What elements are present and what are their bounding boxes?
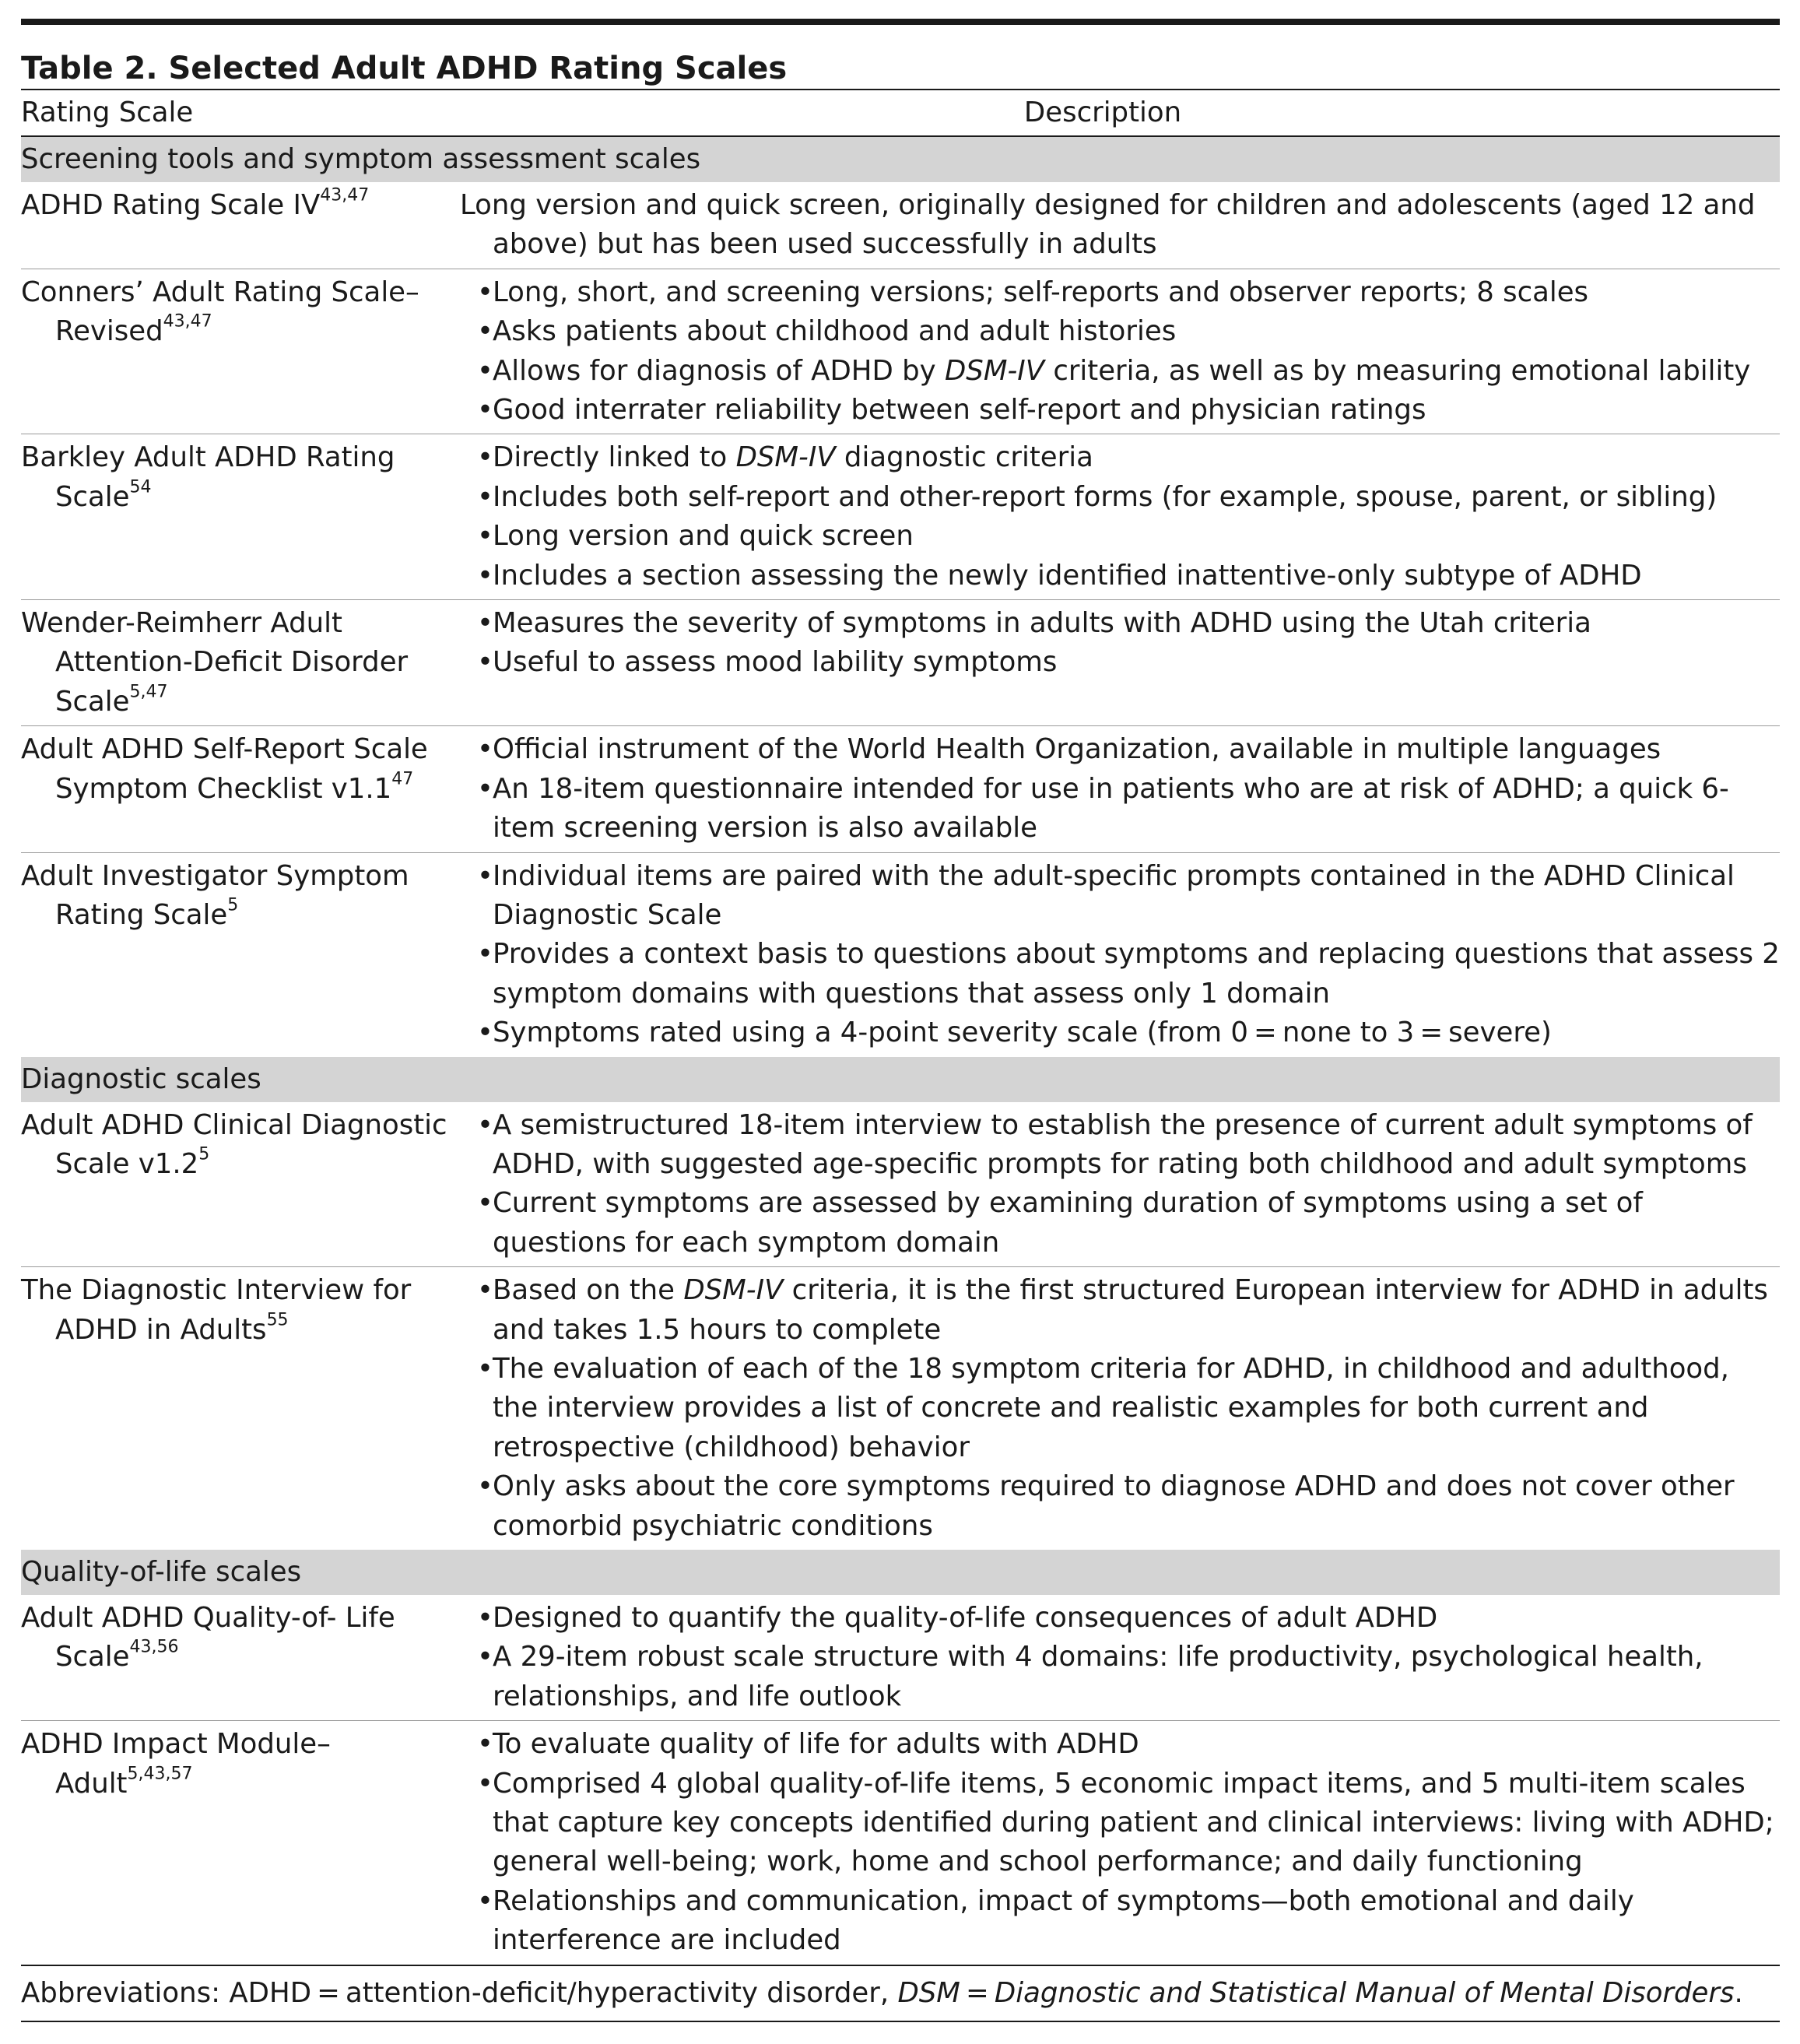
rating-scale-name: Adult ADHD Clinical Diagnostic Scale $v1.2^5$ bbox=[21, 1108, 447, 1180]
column-header-row bbox=[21, 90, 1780, 135]
rating-scale-name: Wender-Reimherr Adult Attention-Deficit Disorder Scale$^{5,47}$ bbox=[21, 607, 409, 718]
table-row bbox=[21, 1267, 1780, 1550]
bullet-item: • Designed to quantify the quality-of-life consequences of adult ADHD bbox=[460, 1599, 1780, 1638]
section-header-diagnostic: Diagnostic scales bbox=[21, 1057, 1780, 1102]
table-row bbox=[21, 1102, 1780, 1267]
scale-description bbox=[460, 438, 1780, 595]
bullet-item: • Current symptoms are assessed by examining duration of symptoms using a set of questions for each symptom domain bbox=[460, 1184, 1780, 1263]
top-rule bbox=[21, 19, 1780, 25]
abbreviations-footnote: Abbreviations: ADHD = attention-deficit/hyperactivity disorder, DSM = Diagnostic and Statistical Manual of Mental Disorders. bbox=[21, 1976, 1743, 2009]
bullet-item: • Includes both self-report and other-report forms (for example, spouse, parent, or sibling) bbox=[460, 478, 1780, 517]
bullet-item: • A 29-item robust scale structure with 4 domains: life productivity, psychological health, relationships, and life outlook bbox=[460, 1638, 1780, 1716]
bullet-item: • Measures the severity of symptoms in adults with ADHD using the Utah criteria bbox=[460, 604, 1780, 643]
scale-description bbox=[460, 730, 1780, 848]
rating-scale-name: ADHD Impact Module–Adult$^{5,43,57}$ bbox=[21, 1728, 331, 1800]
column-header-description: Description bbox=[1023, 96, 1182, 128]
scale-description bbox=[460, 1599, 1780, 1716]
bullet-item: • Provides a context basis to questions about symptoms and replacing questions that assess 2 symptom domains with questions that assess only 1 domain bbox=[460, 935, 1780, 1013]
bullet-item: • Individual items are paired with the adult-specific prompts contained in the ADHD Clinical Diagnostic Scale bbox=[460, 857, 1780, 936]
section-header-screening: Screening tools and symptom assessment scales bbox=[21, 137, 1780, 182]
bullet-item: • Long, short, and screening versions; self-reports and observer reports; 8 scales bbox=[460, 273, 1780, 312]
bullet-item: • Directly linked to DSM-IV diagnostic criteria bbox=[460, 438, 1780, 477]
table-row bbox=[21, 1595, 1780, 1720]
scale-description bbox=[460, 273, 1780, 430]
bottom-rule bbox=[21, 2021, 1780, 2022]
bullet-item: • Only asks about the core symptoms required to diagnose ADHD and does not cover other comorbid psychiatric conditions bbox=[460, 1467, 1780, 1546]
bullet-item: • Based on the DSM-IV criteria, it is the first structured European interview for ADHD in adults and takes 1.5 hours to complete bbox=[460, 1271, 1780, 1350]
scale-description bbox=[460, 1106, 1780, 1263]
rating-scale-name: Adult ADHD Quality-of- Life Scale$^{43,56}$ bbox=[21, 1602, 395, 1673]
bullet-item: • Comprised 4 global quality-of-life items, 5 economic impact items, and 5 multi-item scales that capture key concepts identified during patient and clinical interviews: living with ADHD; general well-being; work, home and school performance; and daily functioning bbox=[460, 1765, 1780, 1882]
rating-scale-name: Adult ADHD Self-Report Scale Symptom Checklist $v1.1^{47}$ bbox=[21, 733, 428, 805]
section-header-quality-of-life: Quality-of-life scales bbox=[21, 1550, 1780, 1595]
table-row bbox=[21, 600, 1780, 725]
bullet-item: • Allows for diagnosis of ADHD by DSM-IV criteria, as well as by measuring emotional lability bbox=[460, 352, 1780, 391]
table-row bbox=[21, 853, 1780, 1057]
rating-scale-name: Barkley Adult ADHD Rating Scale$^{54}$ bbox=[21, 441, 395, 513]
bullet-item: • Official instrument of the World Health Organization, available in multiple languages bbox=[460, 730, 1780, 769]
column-header-rating-scale: Rating Scale bbox=[21, 96, 194, 128]
bullet-item: • Long version and quick screen bbox=[460, 517, 1780, 556]
rating-scale-name: Conners’ Adult Rating Scale– Revised$^{43,47}$ bbox=[21, 276, 419, 348]
rating-scale-name: The Diagnostic Interview for ADHD in Adults$^{55}$ bbox=[21, 1274, 412, 1346]
scale-description bbox=[460, 1271, 1780, 1546]
scale-description: Long version and quick screen, originally designed for children and adolescents (aged 12 and above) but has been used successfully in adults bbox=[460, 189, 1756, 261]
bullet-item: • Good interrater reliability between self-report and physician ratings bbox=[460, 391, 1780, 430]
table-title: Table 2. Selected Adult ADHD Rating Scales bbox=[21, 51, 788, 86]
bullet-item: • Useful to assess mood lability symptoms bbox=[460, 643, 1780, 682]
table-row bbox=[21, 1721, 1780, 1964]
bullet-item: • The evaluation of each of the 18 symptom criteria for ADHD, in childhood and adulthood, the interview provides a list of concrete and realistic examples for both current and retrospective (childhood) behavior bbox=[460, 1350, 1780, 1467]
bullet-item: • A semistructured 18-item interview to establish the presence of current adult symptoms of ADHD, with suggested age-specific prompts for rating both childhood and adult symptoms bbox=[460, 1106, 1780, 1185]
scale-description bbox=[460, 857, 1780, 1053]
scale-description bbox=[460, 1725, 1780, 1960]
table-row bbox=[21, 726, 1780, 852]
bullet-item: • Includes a section assessing the newly identified inattentive-only subtype of ADHD bbox=[460, 557, 1780, 595]
bullet-item: • An 18-item questionnaire intended for use in patients who are at risk of ADHD; a quick 6-item screening version is also available bbox=[460, 770, 1780, 848]
table-row bbox=[21, 434, 1780, 599]
bullet-item: • Relationships and communication, impact of symptoms—both emotional and daily interference are included bbox=[460, 1882, 1780, 1961]
bullet-item: • Symptoms rated using a 4-point severity scale (from 0 = none to 3 = severe) bbox=[460, 1013, 1780, 1052]
bullet-item: • Asks patients about childhood and adult histories bbox=[460, 312, 1780, 351]
bullet-item: • To evaluate quality of life for adults with ADHD bbox=[460, 1725, 1780, 1764]
rating-scale-name: ADHD Rating Scale IV$^{43,47}$ bbox=[21, 185, 370, 221]
table-row bbox=[21, 269, 1780, 434]
scale-description bbox=[460, 604, 1780, 722]
table-container bbox=[21, 19, 1780, 2022]
rating-scale-name: Adult Investigator Symptom Rating Scale$^5$ bbox=[21, 859, 409, 931]
table-row bbox=[21, 182, 1780, 269]
